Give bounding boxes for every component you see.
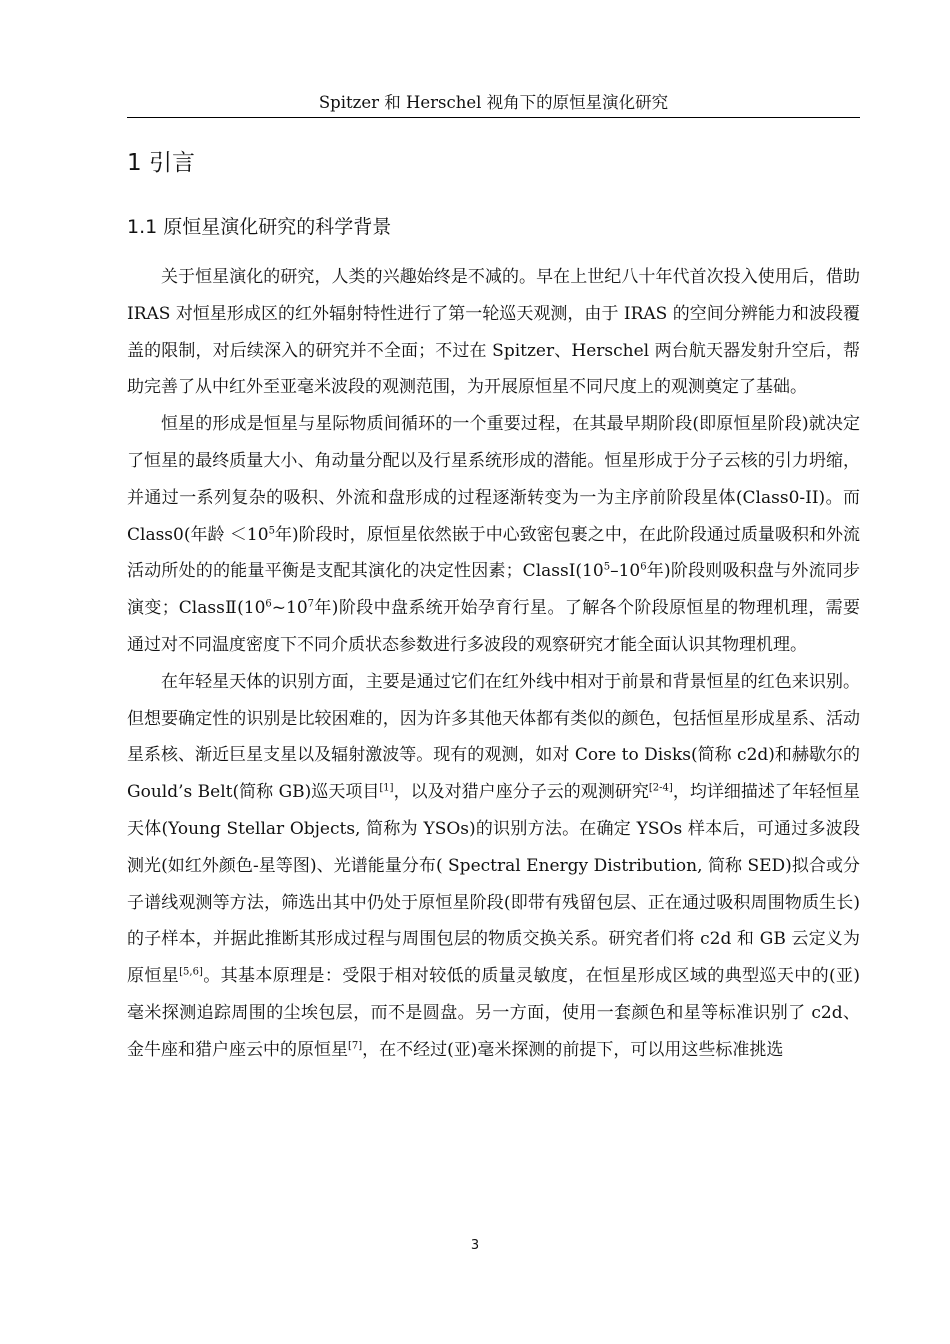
citation-ref[interactable]: [5,6] xyxy=(179,966,203,978)
exponent: 6 xyxy=(640,561,647,573)
exponent: 6 xyxy=(265,598,272,610)
citation-ref[interactable]: [7] xyxy=(348,1040,363,1052)
paragraph-2 xyxy=(127,406,860,664)
chapter-title: 1 引言 xyxy=(127,150,195,176)
text-run: 年)阶段时，原恒星依然嵌于中心致密包裹之中，在此阶段通过质量吸积和外流活动所处的的能量平衡是支配其演化的决定性因素；ClassI(10 xyxy=(127,524,860,582)
paragraph-1: 关于恒星演化的研究，人类的兴趣始终是不减的。早在上世纪八十年代首次投入使用后，借助 IRAS 对恒星形成区的红外辐射特性进行了第一轮巡天观测，由于 IRAS 的空间分辨能力和波段覆盖的限制，对后续深入的研究并不全面；不过在 Spitzer、Herschel 两台航天器发射升空后，帮助完善了从中红外至亚毫米波段的观测范围，为开展原恒星不同尺度上的观测奠定了基础。 xyxy=(127,267,860,398)
text-run: ，在不经过(亚)毫米探测的前提下，可以用这些标准挑选 xyxy=(362,1039,784,1060)
exponent: 7 xyxy=(307,598,315,610)
paragraph-3 xyxy=(127,664,860,1069)
text-run: ~10 xyxy=(271,598,308,619)
exponent: 5 xyxy=(603,561,611,573)
citation-ref[interactable]: [1] xyxy=(379,782,394,794)
running-header: Spitzer 和 Herschel 视角下的原恒星演化研究 xyxy=(127,90,860,118)
citation-ref[interactable]: [2-4] xyxy=(648,782,673,794)
exponent: 5 xyxy=(268,524,275,536)
section-title: 1.1 原恒星演化研究的科学背景 xyxy=(127,216,392,238)
text-run: 。其基本原理是：受限于相对较低的质量灵敏度，在恒星形成区域的典型巡天中的(亚)毫米探测追踪周围的尘埃包层，而不是圆盘。另一方面，使用一套颜色和星等标准识别了 c2d、金牛座和猎户座云中的原恒星 xyxy=(127,966,861,1060)
text-run: 恒星的形成是恒星与星际物质间循环的一个重要过程，在其最早期阶段(即原恒星阶段)就决定了恒星的最终质量大小、角动量分配以及行星系统形成的潜能。恒星形成于分子云核的引力坍缩，并通过一系列复杂的吸积、外流和盘形成的过程逐渐转变为一为主序前阶段星体(Class0-II)。而 Class0(年龄 ＜10 xyxy=(127,414,860,545)
text-run: 年)阶段则吸积盘与外流同步演变；ClassⅡ(10 xyxy=(127,561,860,619)
body-text xyxy=(127,259,860,1069)
page-number: 3 xyxy=(470,1238,480,1253)
text-run: 在年轻星天体的识别方面，主要是通过它们在红外线中相对于前景和背景恒星的红色来识别。但想要确定性的识别是比较困难的，因为许多其他天体都有类似的颜色，包括恒星形成星系、活动星系核、渐近巨星支星以及辐射激波等。现有的观测，如对 Core to Disks(简称 c2d)和赫歇尔的 Gould’s Belt(简称 GB)巡天项目 xyxy=(127,671,860,803)
text-run: –10 xyxy=(610,561,641,582)
text-run: ，均详细描述了年轻恒星天体(Young Stellar Objects, 简称为 YSOs)的识别方法。在确定 YSOs 样本后，可通过多波段测光(如红外颜色-星等图)、光谱能量分布( Spectral Energy Distribution, 简称 SED)拟合或分子谱线观测等方法，筛选出其中仍处于原恒星阶段(即带有残留包层、正在通过吸积周围物质生长)的子样本，并据此推断其形成过程与周围包层的物质交换关系。研究者们将 c2d 和 GB 云定义为原恒星 xyxy=(127,782,861,987)
text-run: 年)阶段中盘系统开始孕育行星。了解各个阶段原恒星的物理机理，需要通过对不同温度密度下不同介质状态参数进行多波段的观察研究才能全面认识其物理机理。 xyxy=(127,598,860,655)
text-run: ，以及对猎户座分子云的观测研究 xyxy=(393,782,649,803)
